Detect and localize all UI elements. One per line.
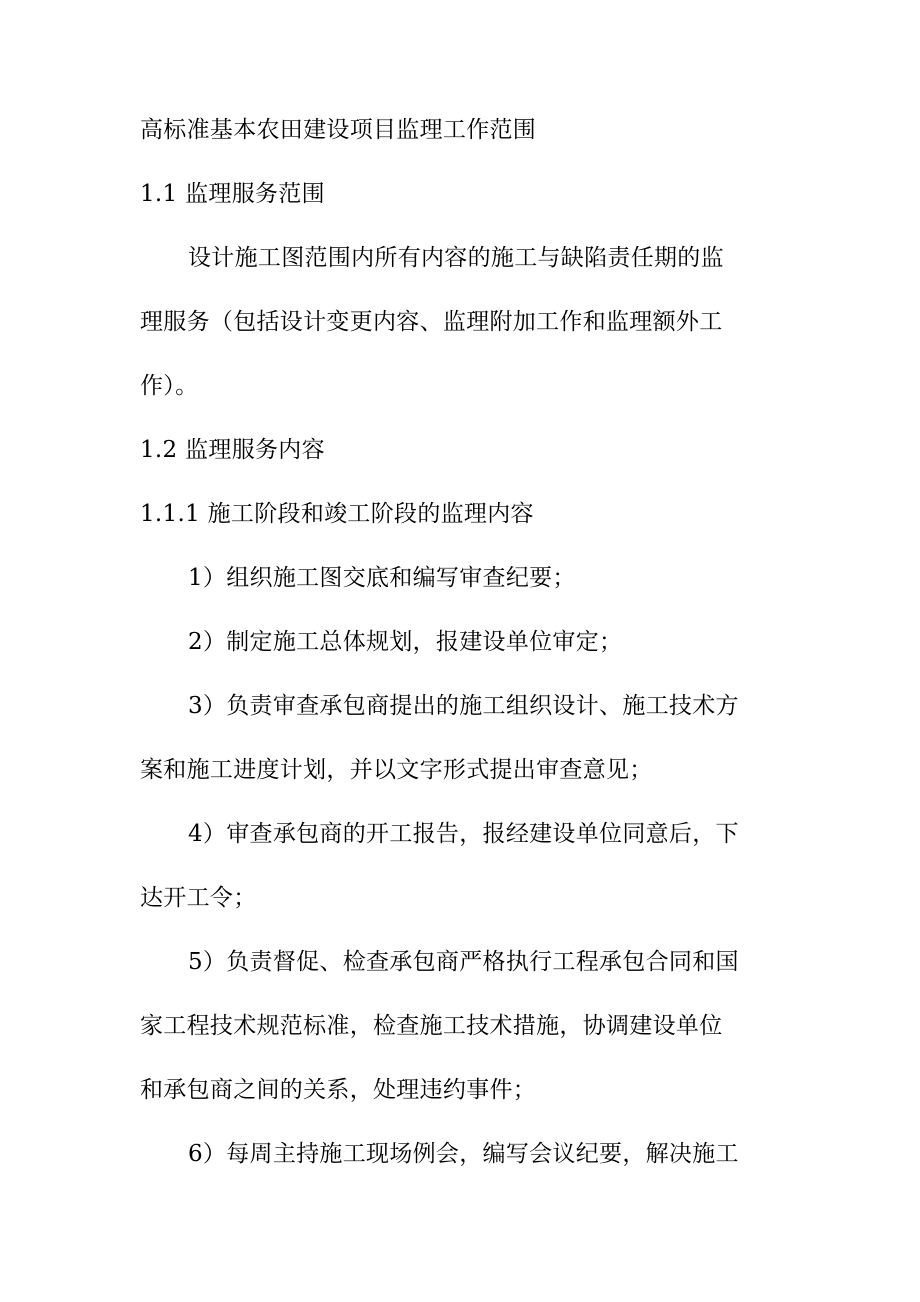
list-item-2: 2）制定施工总体规划，报建设单位审定； bbox=[188, 629, 623, 655]
list-item-1: 1）组织施工图交底和编写审查纪要； bbox=[188, 565, 576, 591]
paragraph-line: 作）。 bbox=[140, 373, 199, 399]
list-item-6: 6）每周主持施工现场例会，编写会议纪要，解决施工 bbox=[188, 1141, 739, 1167]
list-item-3: 3）负责审查承包商提出的施工组织设计、施工技术方 bbox=[188, 693, 739, 719]
section-heading-1-2: 1.2 监理服务内容 bbox=[140, 437, 325, 463]
section-heading-1-1-1: 1.1.1 施工阶段和竣工阶段的监理内容 bbox=[140, 501, 534, 527]
list-item-4-continued: 达开工令； bbox=[140, 885, 257, 911]
document-title: 高标准基本农田建设项目监理工作范围 bbox=[140, 117, 537, 143]
paragraph-line: 理服务（包括设计变更内容、监理附加工作和监理额外工 bbox=[140, 309, 723, 335]
list-item-3-continued: 案和施工进度计划，并以文字形式提出审查意见； bbox=[140, 757, 653, 783]
list-item-5-continued: 和承包商之间的关系，处理违约事件； bbox=[140, 1077, 537, 1103]
list-item-4: 4）审查承包商的开工报告，报经建设单位同意后，下 bbox=[188, 821, 739, 847]
paragraph-line: 设计施工图范围内所有内容的施工与缺陷责任期的监 bbox=[188, 245, 724, 271]
section-heading-1-1: 1.1 监理服务范围 bbox=[140, 181, 325, 207]
list-item-5: 5）负责督促、检查承包商严格执行工程承包合同和国 bbox=[188, 949, 739, 975]
list-item-5-continued: 家工程技术规范标准，检查施工技术措施，协调建设单位 bbox=[140, 1013, 723, 1039]
